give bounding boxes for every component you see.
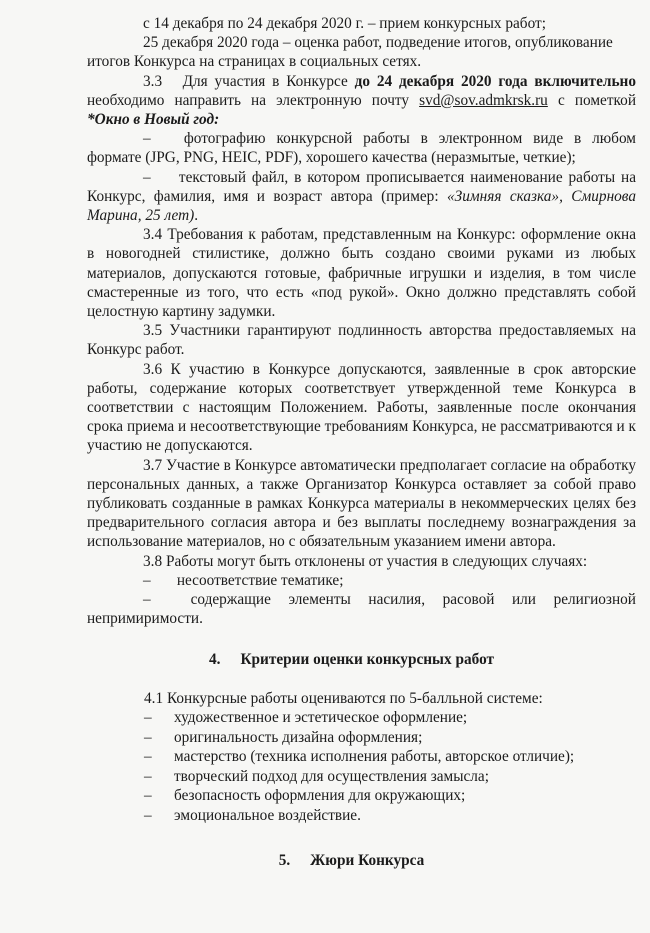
schedule-line-2-cont: итогов Конкурса на страницах в социальных сетях. xyxy=(87,53,422,71)
list-item: – художественное и эстетическое оформление; xyxy=(144,708,468,726)
email-link[interactable]: svd@sov.admkrsk.ru xyxy=(419,91,548,109)
list-item: – оригинальность дизайна оформления; xyxy=(144,728,423,746)
list-item: – безопасность оформления для окружающих; xyxy=(144,787,466,805)
paragraph-3-6: 3.6 К участию в Конкурсе допускаются, заявленные в срок авторские работы, содержание которых соответствует утвержденной теме Конкурса в соответствии с настоящим Положением. Работы, заявленные после окончания срока приема и несоответствующие требованиям Конкурса, не рассматриваются и к участию не допускаются. xyxy=(87,360,636,455)
schedule-line-2: 25 декабря 2020 года – оценка работ, подведение итогов, опубликование xyxy=(143,34,613,52)
paragraph-3-8-item-2: – содержащие элементы насилия, расовой или религиозной непримиримости. xyxy=(87,591,636,628)
section-4-heading: 4. Критерии оценки конкурсных работ xyxy=(208,650,495,668)
paragraph-3-7: 3.7 Участие в Конкурсе автоматически предполагает согласие на обработку персональных данных, а также Организатор Конкурса оставляет за собой право публиковать созданные в рамках Конкурса материалы в некоммерческих целях без предварительного согласия автора и без выплаты последнему вознаграждения за использование материалов, но с обязательным указанием имени автора. xyxy=(87,456,636,551)
list-item: – эмоциональное воздействие. xyxy=(144,806,361,824)
criteria-list xyxy=(87,708,636,826)
paragraph-3-3-item-2: – текстовый файл, в котором прописывается наименование работы на Конкурс, фамилия, имя и возраст автора (пример: «Зимняя сказка», Смирнова Марина, 25 лет). xyxy=(87,168,636,225)
paragraph-3-3: 3.3 Для участия в Конкурсе до 24 декабря 2020 года включительно необходимо направить на электронную почту svd@sov.admkrsk.ru с пометкой *Окно в Новый год: xyxy=(87,72,637,129)
paragraph-4-1: 4.1 Конкурсные работы оцениваются по 5-балльной системе: xyxy=(144,689,543,707)
list-item: – творческий подход для осуществления замысла; xyxy=(144,767,489,785)
paragraph-3-8: 3.8 Работы могут быть отклонены от участия в следующих случаях: xyxy=(143,552,588,570)
paragraph-3-5: 3.5 Участники гарантируют подлинность авторства предоставляемых на Конкурс работ. xyxy=(87,322,636,359)
paragraph-3-3-item-1: – фотографию конкурсной работы в электронном виде в любом формате (JPG, PNG, HEIC, PDF), хорошего качества (неразмытые, четкие); xyxy=(87,130,636,167)
paragraph-3-4: 3.4 Требования к работам, представленным на Конкурс: оформление окна в новогодней стилистике, должно быть создано своими руками из любых материалов, допускаются готовые, фабричные игрушки и изделия, в том числе смастеренные из того, что есть «под рукой». Окно должно представлять собой целостную картину задумки. xyxy=(87,226,636,321)
section-5-heading: 5. Жюри Конкурса xyxy=(278,852,425,870)
list-item: – мастерство (техника исполнения работы, авторское отличие); xyxy=(144,748,575,766)
paragraph-3-8-item-1: – несоответствие тематике; xyxy=(143,571,344,589)
schedule-line-1: с 14 декабря по 24 декабря 2020 г. – прием конкурсных работ; xyxy=(143,15,546,32)
